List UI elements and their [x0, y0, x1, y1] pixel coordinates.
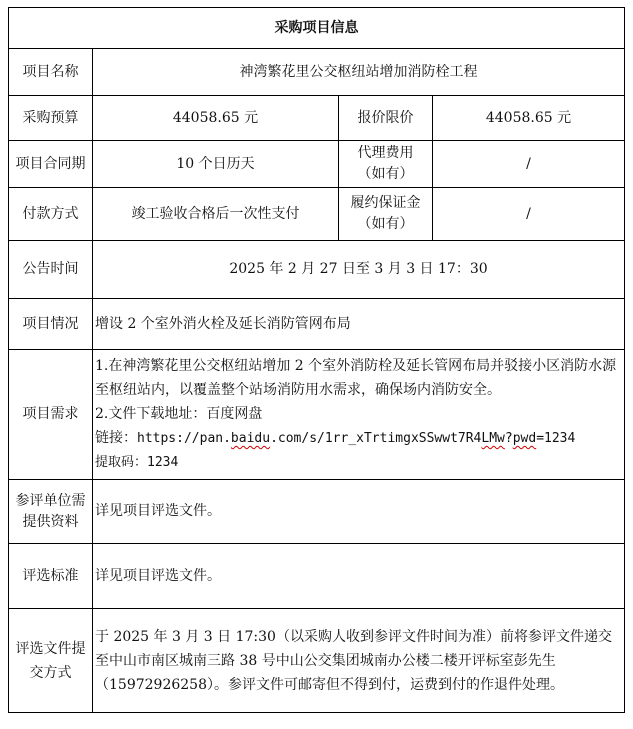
deposit-label [339, 188, 433, 241]
project-situation-label: 项目情况 [9, 299, 93, 350]
link-part-e: ? [504, 431, 513, 446]
submission-method-label-line1: 评选文件提 [15, 640, 86, 657]
row-notice-time [9, 241, 625, 299]
required-materials-value: 详见项目评选文件。 [93, 480, 625, 544]
submission-method-value: 于 2025 年 3 月 3 日 17:30（以采购人收到参评文件时间为准）前将参评文件递交至中山市南区城南三路 38 号中山公交集团城南办公楼二楼开评标室彭先生（15972926258）。参评文件可邮寄但不得到付，运费到付的作退件处理。 [93, 609, 625, 713]
link-part-d: LMw [481, 431, 505, 446]
row-submission-method [9, 609, 625, 713]
payment-value: 竣工验收合格后一次性支付 [93, 188, 339, 241]
required-materials-label [9, 480, 93, 544]
project-name-value: 神湾繁花里公交枢纽站增加消防栓工程 [93, 49, 625, 96]
project-situation-value: 增设 2 个室外消火栓及延长消防管网布局 [93, 299, 625, 350]
payment-label: 付款方式 [9, 188, 93, 241]
row-project-name [9, 49, 625, 96]
link-part-g: =1234 [536, 431, 576, 446]
deposit-label-line2: （如有） [357, 216, 414, 232]
required-materials-label-line2: 提供资料 [22, 513, 79, 530]
procurement-info-table [8, 7, 625, 713]
required-materials-label-line1: 参评单位需 [15, 492, 86, 509]
submission-method-label [9, 609, 93, 713]
evaluation-criteria-value: 详见项目评选文件。 [93, 544, 625, 609]
project-name-label: 项目名称 [9, 49, 93, 96]
submission-method-label-line2: 交方式 [29, 664, 72, 681]
link-part-b: baidu [230, 431, 271, 446]
row-project-situation [9, 299, 625, 350]
row-evaluation-criteria [9, 544, 625, 609]
download-link-line [95, 426, 622, 451]
project-needs-label: 项目需求 [9, 350, 93, 480]
row-contract-period [9, 141, 625, 188]
needs-item-2: 2.文件下载地址：百度网盘 [95, 406, 263, 422]
agency-fee-value: / [433, 141, 625, 188]
procurement-info-sheet [8, 7, 624, 713]
agency-fee-label-line2: （如有） [357, 166, 414, 182]
row-payment [9, 188, 625, 241]
budget-value: 44058.65 元 [93, 96, 339, 141]
contract-period-label: 项目合同期 [9, 141, 93, 188]
notice-time-value: 2025 年 2 月 27 日至 3 月 3 日 17：30 [93, 241, 625, 299]
link-prefix: 链接： [95, 430, 137, 446]
link-part-a: https://pan. [137, 431, 231, 446]
budget-label: 采购预算 [9, 96, 93, 141]
table-title: 采购项目信息 [9, 8, 625, 49]
link-part-c: .com/s/1rr_xTrtimgxSSwwt7R4 [270, 431, 482, 446]
project-needs-value [93, 350, 625, 480]
extraction-code: 提取码：1234 [95, 455, 179, 470]
deposit-value: / [433, 188, 625, 241]
needs-item-1: 1.在神湾繁花里公交枢纽站增加 2 个室外消防栓及延长管网布局并驳接小区消防水源至枢纽站内，以覆盖整个站场消防用水需求，确保场内消防安全。 [95, 358, 617, 398]
download-link[interactable] [137, 431, 575, 446]
notice-time-label: 公告时间 [9, 241, 93, 299]
contract-period-value: 10 个日历天 [93, 141, 339, 188]
evaluation-criteria-label: 评选标准 [9, 544, 93, 609]
row-project-needs [9, 350, 625, 480]
row-budget [9, 96, 625, 141]
link-part-f: pwd [512, 431, 537, 446]
title-row [9, 8, 625, 49]
price-limit-value: 44058.65 元 [433, 96, 625, 141]
deposit-label-line1: 履约保证金 [350, 195, 421, 211]
agency-fee-label-line1: 代理费用 [357, 145, 414, 161]
price-limit-label: 报价限价 [339, 96, 433, 141]
row-required-materials [9, 480, 625, 544]
agency-fee-label [339, 141, 433, 188]
